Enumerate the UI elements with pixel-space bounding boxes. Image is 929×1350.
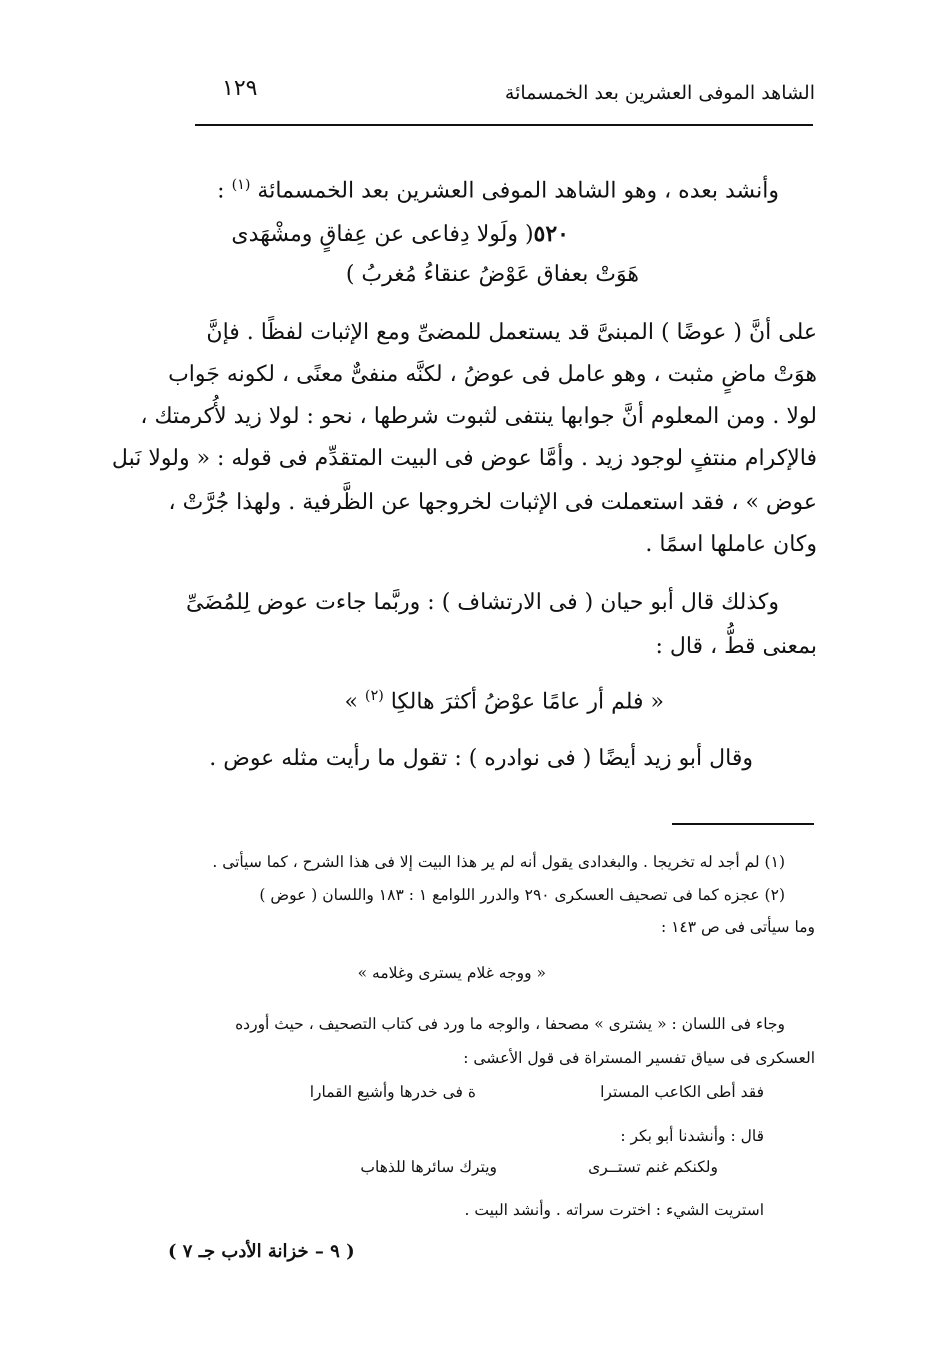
poem-2-hemistich-2: ويترك سائرها للذهاب [360, 1158, 497, 1176]
page-number: ١٢٩ [222, 76, 258, 101]
poem-1-hemistich-1: فقد أطى الكاعب المسترا [600, 1083, 764, 1101]
poem-1-hemistich-2: ة فى خدرها وأشيع القمارا [309, 1083, 476, 1101]
footnote-quoted-hemistich: « ووجه غلام يسترى وغلامه » [357, 964, 546, 982]
paragraph-1-line-1: على أنَّ ( عوضًا ) المبنىَّ قد يستعمل للمضىِّ ومع الإثبات لفظًا . فإنَّ [206, 320, 817, 345]
footnote-said-line: قال : وأنشدنا أبو بكر : [620, 1127, 764, 1145]
verse-first-line [231, 221, 569, 247]
header-rule [195, 124, 813, 126]
paragraph-1-line-6: وكان عاملها اسمًا . [645, 532, 817, 557]
paragraph-3: وقال أبو زيد أيضًا ( فى نوادره ) : تقول ما رأيت مثله عوض . [209, 746, 753, 771]
footnote-ref-1: (١) [231, 177, 251, 193]
footnote-ref-2: (٢) [364, 688, 384, 704]
running-header: الشاهد الموفى العشرين بعد الخمسمائة [504, 82, 815, 104]
quoted-verse-text: « فلم أر عامًا عوْضُ أكثرَ هالكِا [390, 689, 664, 715]
intro-text: وأنشد بعده ، وهو الشاهد الموفى العشرين بعد الخمسمائة [257, 178, 779, 204]
intro-colon: : [217, 178, 225, 204]
paragraph-1-line-3: لولا . ومن المعلوم أنَّ جوابها ينتفى لثبوت شرطها ، نحو : لولا زيد لأُكرمتك ، [140, 404, 817, 429]
footnote-comment-line-1: وجاء فى اللسان : « يشترى » مصحفا ، والوجه ما ورد فى كتاب التصحيف ، حيث أورده [235, 1015, 785, 1033]
footnote-1: (١) لم أجد له تخريجا . والبغدادى يقول أنه لم ير هذا البيت إلا فى هذا الشرح ، كما سيأتى . [212, 853, 785, 871]
paragraph-2-line-2: بمعنى قطُّ ، قال : [655, 634, 817, 659]
signature-mark: ( ٩ – خزانة الأدب جـ ٧ ) [168, 1241, 355, 1262]
verse-hemistich-2: هَوَتْ بعفاق عَوْضُ عنقاءُ مُغربُ ) [345, 262, 639, 287]
footnote-final-line: استريت الشيء : اخترت سراته . وأنشد البيت . [464, 1201, 764, 1219]
paragraph-1-line-5: عوض » ، فقد استعملت فى الإثبات لخروجها عن الظَّرفية . ولهذا جُرَّتْ ، [168, 490, 817, 515]
intro-line [217, 177, 779, 203]
verse-hemistich-1: ( ولَولا دِفاعى عن عِفاقٍ ومشْهَدى [231, 222, 534, 247]
paragraph-1-line-2: هوَتْ ماضٍ مثبت ، وهو عامل فى عوضُ ، لكنَّه منفىٌّ معنًى ، لكونه جَواب [168, 362, 817, 387]
verse-number: ٥٢٠ [533, 221, 569, 247]
paragraph-1-line-4: فالإكرام منتفٍ لوجود زيد . وأمَّا عوض فى البيت المتقدِّم فى قوله : « ولولا نَبل [111, 446, 817, 471]
footnote-2-line-1: (٢) عجزه كما فى تصحيف العسكرى ٢٩٠ والدرر اللوامع ١ : ١٨٣ واللسان ( عوض ) [259, 886, 785, 904]
quoted-verse [344, 688, 664, 714]
footnote-2-line-2: وما سيأتى فى ص ١٤٣ : [660, 918, 815, 936]
poem-2-hemistich-1: ولكنكم غنم تستــرى [588, 1158, 718, 1176]
quoted-verse-end: » [344, 689, 358, 715]
paragraph-2-line-1: وكذلك قال أبو حيان ( فى الارتشاف ) : وربَّما جاءت عوض لِلمُضَىِّ [185, 590, 779, 615]
footnote-comment-line-2: العسكرى فى سياق تفسير المستراة فى قول الأعشى : [463, 1049, 815, 1067]
footnote-rule [672, 823, 814, 825]
